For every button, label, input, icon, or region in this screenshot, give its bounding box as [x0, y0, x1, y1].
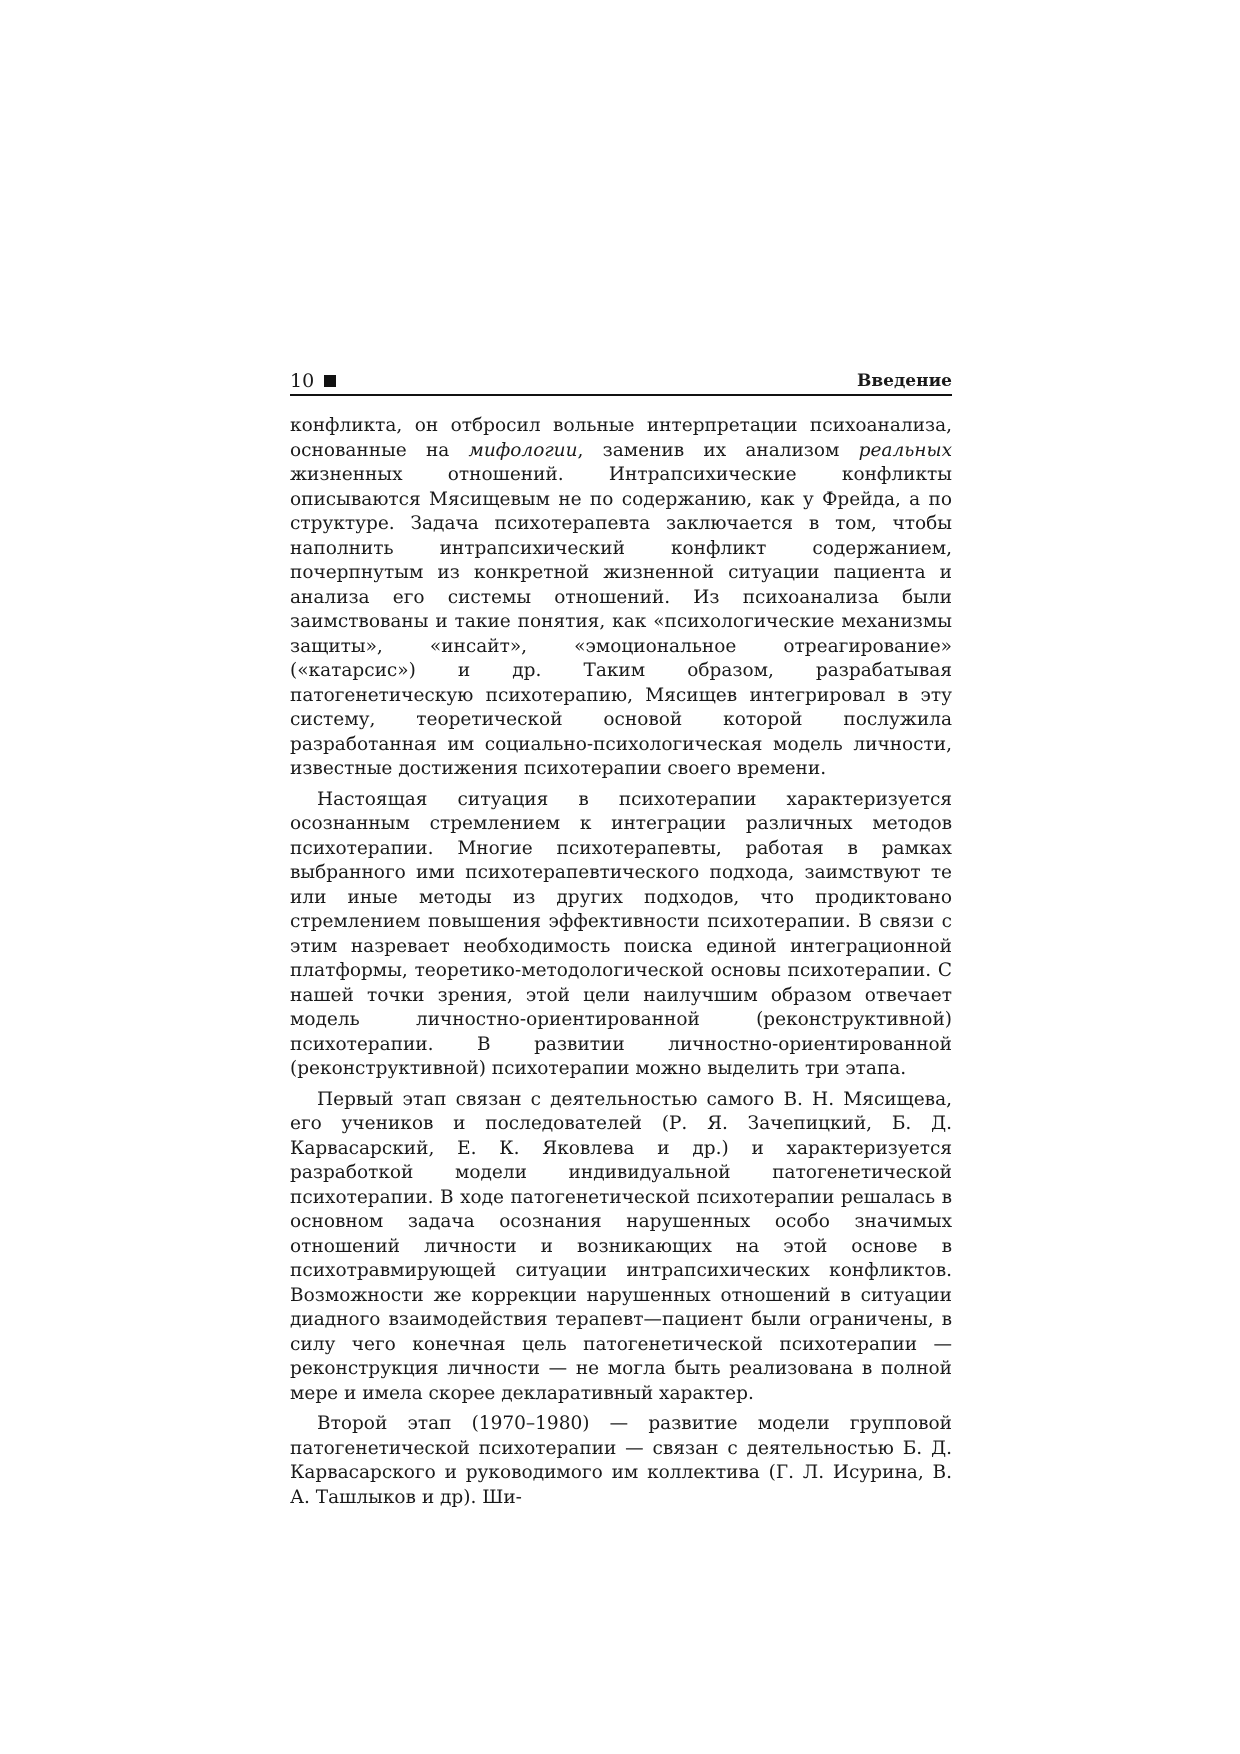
paragraph-2: Настоящая ситуация в психотерапии характеризуется осознанным стремлением к интеграции различных методов психотерапии. Многие психотерапевты, работая в рамках выбранного ими психотерапевтического подхода, заимствуют те или иные методы из других подходов, что продиктовано стремлением повышения эффективности психотерапии. В связи с этим назревает необходимость поиска единой интеграционной платформы, теоретико-методологической основы психотерапии. С нашей точки зрения, этой цели наилучшим образом отвечает модель личностно-ориентированной (реконструктивной) психотерапии. В развитии личностно-ориентированной (реконструктивной) психотерапии можно выделить три этапа.	[290, 788, 952, 1079]
running-head: Введение	[856, 371, 952, 391]
page-header	[290, 370, 952, 396]
paragraph-1-part-e: жизненных отношений. Интрапсихические конфликты описываются Мясищевым не по содержанию, как у Фрейда, а по структуре. Задача психотерапевта заключается в том, чтобы наполнить интрапсихический конфликт содержанием, почерпнутым из конкретной жизненной ситуации пациента и анализа его системы отношений. Из психоанализа были заимствованы и такие понятия, как «психологические механизмы защиты», «инсайт», «эмоциональное отреагирование» («катарсис») и др. Таким образом, разрабатывая патогенетическую психотерапию, Мясищев интегрировал в эту систему, теоретической основой которой послужила разработанная им социально-психологическая модель личности, известные достижения психотерапии своего времени.	[290, 464, 952, 779]
page-number: 10	[290, 370, 315, 392]
square-bullet-icon	[324, 375, 336, 387]
paragraph-1	[290, 414, 952, 782]
paragraph-4: Второй этап (1970–1980) — развитие модели групповой патогенетической психотерапии — связан с деятельностью Б. Д. Карвасарского и руководимого им коллектива (Г. Л. Исурина, В. А. Ташлыков и др). Ши-	[290, 1413, 952, 1508]
paragraph-3: Первый этап связан с деятельностью самого В. Н. Мясищева, его учеников и последователей (Р. Я. Зачепицкий, Б. Д. Карвасарский, Е. К. Яковлева и др.) и характеризуется разработкой модели индивидуальной патогенетической психотерапии. В ходе патогенетической психотерапии решалась в основном задача осознания нарушенных особо значимых отношений личности и возникающих на этой основе в психотравмирующей ситуации интрапсихических конфликтов. Возможности же коррекции нарушенных отношений в ситуации диадного взаимодействия терапевт—пациент были ограничены, в силу чего конечная цель патогенетической психотерапии — реконструкция личности — не могла быть реализована в полной мере и имела скорее декларативный характер.	[290, 1088, 952, 1404]
paragraph-1-part-a: конфликта, он отбросил вольные интерпретации психоанализа, основанные на	[290, 415, 952, 461]
body-text	[290, 414, 952, 1510]
page-number-block	[290, 370, 336, 392]
paragraph-1-part-c: , заменив их анализом	[577, 439, 859, 461]
emphasis-real: реальных	[858, 439, 952, 461]
emphasis-mythology: мифологии	[468, 439, 578, 461]
